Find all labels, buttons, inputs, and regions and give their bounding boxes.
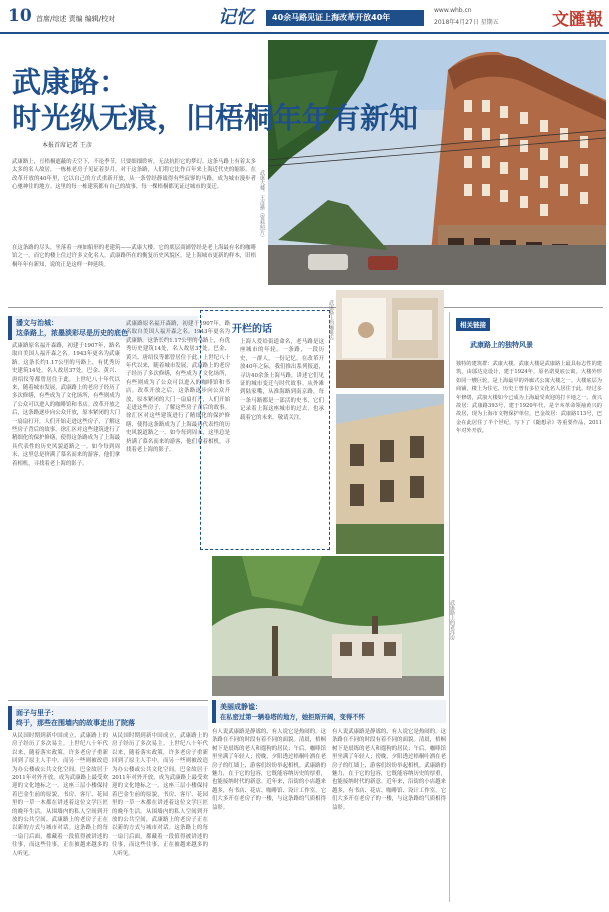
section-a-col1: 武康路原名福开森路，初建于1907年，路名取自美国人福开森之名。1943年更名为武康路。这条长约1.17公里的马路上，有优秀历史建筑14处，名人故居37处。巴金、黄兴、唐绍仪等都曾居住于此。上世纪八十年代以来，随着城市发展，武康路上的老房子经历了多次修缮，有些成为了文化场所，有些则成为了公众可以进入的咖啡馆和书店。改革开放之后，这条路逐步向公众开放，原本紧闭的大门一扇扇打开，人们开始走进这些房子，了解这些房子背后的故事。徐汇区对这些建筑进行了精细化的保护修缮，使得这条路成为了上海最具代表性的历史风貌道路之一。如今每到周末，这里总是挤满了慕名而来的游客，他们拿着相机，寻找着老上海的影子。 [12,343,120,467]
section-a-col2: 武康路原名福开森路，初建于1907年，路名取自美国人福开森之名。1943年更名为武康路。这条长约1.17公里的马路上，有优秀历史建筑14处，名人故居37处。巴金、黄兴、唐绍仪等都曾居住于此。上世纪八十年代以来，随着城市发展，武康路上的老房子经历了多次修缮，有些成为了文化场所，有些则成为了公众可以进入的咖啡馆和书店。改革开放之后，这条路逐步向公众开放，原本紧闭的大门一扇扇打开，人们开始走进这些房子，了解这些房子背后的故事。徐汇区对这些建筑进行了精细化的保护修缮，使得这条路成为了上海最具代表性的历史风貌道路之一。如今每到周末，这里总是挤满了慕名而来的游客，他们拿着相机，寻找着老上海的影子。 [126,321,230,454]
section-c-col1: 有人说武康路是静谧的，有人说它是热闹的。这条路在不同的时段有着不同的面貌。清晨，梧桐树下是晨练的老人和遛狗的居民；午后，咖啡馆里坐满了年轻人；傍晚，夕阳透过梧桐叶洒在老房子的红墙上，游客们纷纷举起相机。武康路的魅力，在于它的包容，它既能容纳历史的厚重，也能接纳时代的新意。近年来，沿街的小店越来越多，有书店、花店、咖啡馆、设计工作室，它们大多开在老房子的一楼，与这条路的气质相得益彰。 [212,729,326,811]
section-c-heading [212,700,446,723]
column-note-title: 开栏的话 [232,324,272,335]
newspaper-logo: 文匯報 [552,10,603,30]
cafe-interior-photo [336,290,444,388]
sidebar-body: 独特的建筑群：武康大楼。武康大楼是武康路上最具标志性的建筑，由邬达克设计，建于1924年，原名诺曼底公寓。大楼外形如同一艘巨轮，是上海最早的外廊式公寓大楼之一。大楼底层为商铺，楼上为住宅，历史上曾有多位文化名人居住于此。经过多年修缮，武康大楼如今已成为上海最受欢迎的打卡地之一。黄兴故居：武康路393号，建于1920年代，是辛亥革命领袖黄兴的故居，现为上海市文物保护单位。巴金故居：武康路113号，巴金在此居住了半个世纪，写下了《随想录》等重要作品，2011年对外开放。 [456,361,602,435]
sidebar-divider [449,312,450,902]
section-b-heading [8,706,208,730]
section-b-col2: 从民国时期到新中国成立，武康路上的房子经历了多次易主。上世纪八十年代以来，随着落实政策，许多老房子重新回到了原主人手中。而另一些则被改造为办公楼或公共文化空间。巴金故居于2011年对外开放，成为武康路上最受欢迎的文化地标之一。这座三层小楼保持着巴金生前的原貌，书房、客厅、花园里的一草一木都在讲述着这位文学巨匠的晚年生活。从围墙内的私人空间到开放的公共空间，武康路上的老房子正在以新的方式与城市对话。这条路上的每一扇门后面，都藏着一段值得被讲述的往事，而这些往事，正在被越来越多的人听见。 [112,733,208,857]
photo-caption: 武康大楼。王彦摄（资料照片） [259,170,265,240]
section-b-head2: 终于，那些在围墙内的故事走出了院落 [16,719,135,727]
column-note-body: 上海人爱给街道命名，老马路是这座城市的年轮。一条路，一段历史，一群人，一份记忆。在改革开放40年之际，我们推出系列报道，寻访40余条上海马路，讲述它们见证的城市变迁与时代故事。从外滩到陆家嘴，从淮海路到南京路，每一条马路都是一部活的史书，它们记录着上海这座城市的过去，也承载着它的未来。敬请关注。 [240,339,324,421]
section-c-col2: 有人说武康路是静谧的，有人说它是热闹的。这条路在不同的时段有着不同的面貌。清晨，梧桐树下是晨练的老人和遛狗的居民；午后，咖啡馆里坐满了年轻人；傍晚，夕阳透过梧桐叶洒在老房子的红墙上，游客们纷纷举起相机。武康路的魅力，在于它的包容，它既能容纳历史的厚重，也能接纳时代的新意。近年来，沿街的小店越来越多，有书店、花店、咖啡馆、设计工作室，它们大多开在老房子的一楼，与这条路的气质相得益彰。 [332,729,446,811]
section-c-head1: 美丽成静谧： [220,703,262,711]
related-link-tag: 相关链接 [456,318,490,331]
section-a-head2: 这条路上，浓墨淡彩尽是历史的底色 [16,329,128,337]
street-trees-photo [212,556,444,696]
byline: 本报首席记者 王彦 [42,142,92,149]
intro-paragraph-2: 在这条路的尽头，坐落着一座如船形的老建筑——武康大楼。它的底层商铺曾经是老上海最有名的咖啡馆之一，而它的楼上住过许多文化名人。武康路所在的衡复历史风貌区，是上海城市更新的样本，旧梧桐年年有新知，说的正是这样一种延续。 [12,245,256,268]
section-a-head1: 潘文与治城： [16,319,58,327]
divider [8,700,208,701]
wukang-mansion-photo [268,40,606,285]
column-brand: 记忆 [218,7,254,28]
page-header [0,0,609,34]
intro-paragraph: 武康路上，亘梧桐遮蔽的天空下，不论季节，只要细细聆听，无法抗拒它的梦幻。这条马路上有着太多太多的名人故居，一栋栋老房子见证着岁月。对于这条路，人们将它比作百年来上海近代史的缩影。在改革开放的40年里，它以自己的方式重新开放，从一条曾经静谧得有些寂寥的马路，成为城市漫步者心驰神往的地方。这里的每一栋建筑都有自己的故事，每一棵梧桐都见证过城市的变迁。 [12,159,256,191]
website-url: www.whb.cn [434,7,472,14]
issue-date: 2018年4月27日 星期五 [434,19,499,26]
sidebar-title: 武康路上的独特风景 [470,341,533,349]
headline-line2: 时光纵无痕，旧梧桐年年有新知 [12,101,419,135]
section-c-head2: 在私密过第一辆卷塔的地方，她拒斯开阔，变得不怀 [220,714,365,721]
street-caption: 武康路上的老洋房 [449,600,455,640]
section-b-head1: 面子与里子： [16,709,58,717]
page-number: 10 [8,6,32,26]
headline-line1: 武康路： [12,65,129,99]
old-house-photo [336,394,444,554]
divider [8,307,603,308]
cafe-caption: 武康路上的咖啡店 [328,300,334,340]
section-b-col1: 从民国时期到新中国成立，武康路上的房子经历了多次易主。上世纪八十年代以来，随着落实政策，许多老房子重新回到了原主人手中。而另一些则被改造为办公楼或公共文化空间。巴金故居于2011年对外开放，成为武康路上最受欢迎的文化地标之一。这座三层小楼保持着巴金生前的原貌，书房、客厅、花园里的一草一木都在讲述着这位文学巨匠的晚年生活。从围墙内的私人空间到开放的公共空间，武康路上的老房子正在以新的方式与城市对话。这条路上的每一扇门后面，都藏着一段值得被讲述的往事，而这些往事，正在被越来越多的人听见。 [12,733,108,857]
column-banner: 40余马路见证上海改革开放40年 [266,10,424,26]
section-info: 首席/综述 责编 编辑/校对 [36,15,116,23]
